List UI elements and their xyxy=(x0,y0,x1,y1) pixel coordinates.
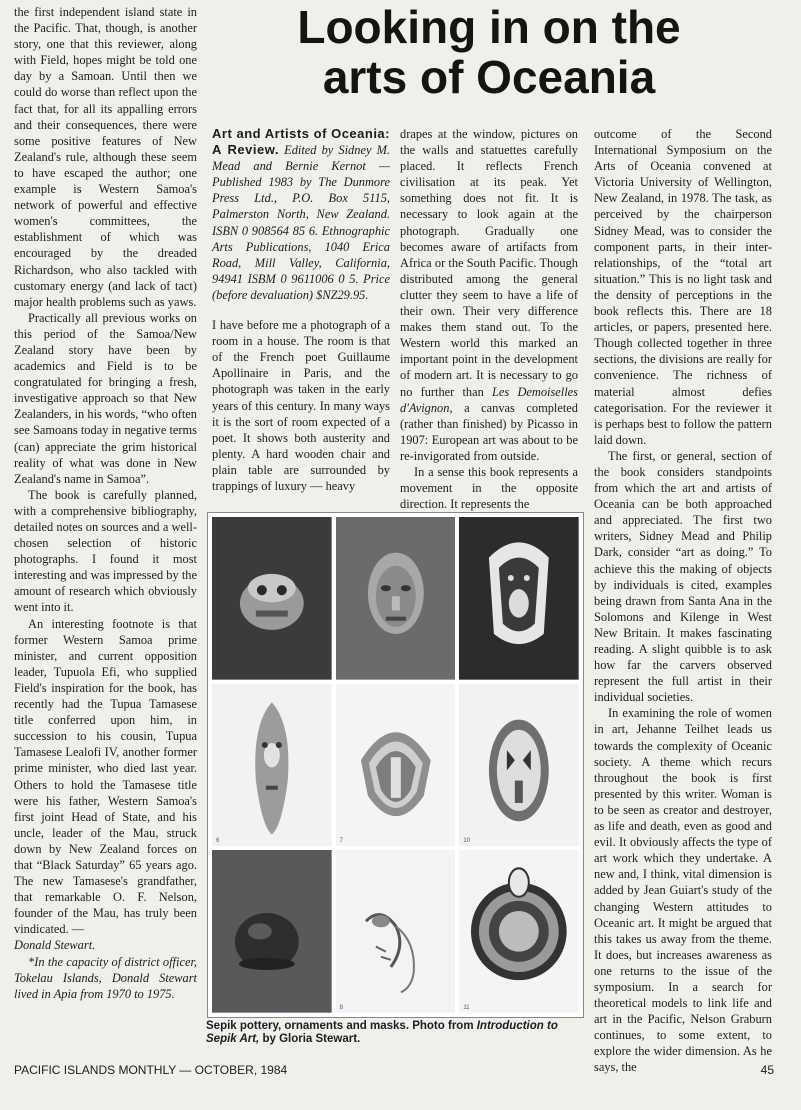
photo-carved-face-mask xyxy=(336,517,456,680)
plate-number: 11 xyxy=(463,1005,470,1011)
photo-painted-mask xyxy=(459,684,579,847)
headline-line-2: arts of Oceania xyxy=(322,51,656,103)
plate-number: 10 xyxy=(463,838,471,845)
photo-long-mask xyxy=(212,684,332,847)
photo-ridged-mask xyxy=(336,684,456,847)
col2-paragraph: I have before me a photograph of a room in a house. The room is that of the French poet Guillaume Apollinaire in Paris, and the photograph was taken in the early years of this century. In many ways it is the sort of room expected of a poet. It shows both austerity and plenty. A hard wooden chair and plain table are surrounded by trappings of luxury — heavy xyxy=(212,318,390,493)
review-details: Edited by Sidney M. Mead and Bernie Kernot — Published 1983 by The Dunmore Press Ltd., P.O. Box 5115, Palmerston North, New Zealand. ISBN 0 908564 85 6. Ethnographic Arts Publications, 1040 Erica Road, Mill Valley, California, 94941 ISBM 0 9611006 0 5. Price (before devaluation) $NZ29.95. xyxy=(212,143,390,302)
headline-line-1: Looking in on the xyxy=(297,1,681,53)
source-book-title: Introduction to Sepik Art, xyxy=(206,1020,558,1045)
photo-dark-pot xyxy=(212,850,332,1013)
author-note: *In the capacity of district officer, Tokelau Islands, Donald Stewart lived in Apia from 1970 to 1975. xyxy=(14,954,197,1001)
plate-number: 6 xyxy=(216,838,220,845)
headline xyxy=(214,2,764,102)
col4-paragraph: In examining the role of women in art, Jehanne Teilhet leads us towards the complexity of Oceanic society. A theme which recurs throughout the book is first presented by this writer. Woman is to be seen as creator and destroyer, as life and death, even as good and evil. It obviously affects the type of art work which they undertake. A new and, I think, vital dimension is added by Jean Guiart's study of the changing Western attitudes to Oceanic art. It might be argued that this takes us away from the theme. It does, but increases awareness as one returns to the issue of the symposium. In a search for theoretical models to link life and art in the Pacific, Nelson Graburn continues, to some extent, to explore the wider dimension. As he says, the xyxy=(594,706,772,1075)
sepik-art-photo-grid xyxy=(207,512,584,1018)
review-header xyxy=(212,126,390,303)
photo-shell-ornament xyxy=(459,517,579,680)
plate-number: 8 xyxy=(339,1005,343,1011)
column-1 xyxy=(14,4,197,1002)
col1-paragraph: An interesting footnote is that former Western Samoa prime minister, and current opposition leader, Tupuola Efi, who supplied Field's inspiration for the book, has recently had the Tupua Tamasese title conferred upon him, in succession to his cousin, Tupua Tamasese Lealofi IV, another former prime minister, who died last year. Others to hold the Tamasese title were his father, Western Samoa's first joint Head of State, and his uncle, leader of the Mau, struck down by New Zealand forces on that “Black Saturday” 65 years ago. The new Tamasese's grandfather, that remarkable O. F. Nelson, founder of the Mau, has truly been vindicated. — xyxy=(14,616,197,937)
review-title: Art and Artists of Oceania: A Review. xyxy=(212,126,390,158)
page-number: 45 xyxy=(760,1063,774,1077)
plate-number: 7 xyxy=(339,838,343,845)
figure-caption: Sepik pottery, ornaments and masks. Photo from Introduction to Sepik Art, by Gloria Stewart. xyxy=(206,1020,558,1045)
publication-name: PACIFIC ISLANDS MONTHLY — OCTOBER, 1984 xyxy=(14,1063,288,1077)
col1-paragraph: the first independent island state in the Pacific. That, though, is another story, one that this reviewer, along with Field, hopes might be told one day by a Samoan. Until then we could do worse than reflect upon the fact that, for all its appalling errors and their consequences, there were some positive features of New Zealand's rule, although these seem to have escaped the author; one example is Western Samoa's network of powerful and effective women's committees, the establishment of which was encouraged by the dreaded Richardson, who also tackled with customary energy (and lack of tact) major health problems such as yaws. xyxy=(14,5,197,309)
col4-paragraph: The first, or general, section of the book considers standpoints from which the art and artists of Oceania can be both approached and appreciated. The first two writers, Sidney Mead and Philip Dark, consider “art as doing.” To achieve this the making of objects by individuals is cited, examples being drawn from Santa Ana in the Solomons and Kilenge in West New Britain. It makes fascinating reading. A slight quibble is to ask how far the carvers observed represent the full artist in their individual societies. xyxy=(594,448,772,705)
column-2 xyxy=(212,126,390,494)
author-signature: Donald Stewart. xyxy=(14,938,96,953)
col3-paragraph: drapes at the window, pictures on the walls and statuettes carefully placed. It reflects French civilisation at its peak. Yet something does not fit. It is necessary to look again at the photograph. Gradually one becomes aware of artifacts from Africa or the South Pacific. Though distributed among the general clutter they seem to have a life of their own. Their very difference makes them stand out. To the Western world this marked an important point in the development of modern art. It is necessary to go no further than Les Demoiselles d'Avignon, a canvas completed (rather than finished) by Picasso in 1907: European art was about to be re-invigorated from outside. xyxy=(400,127,579,463)
column-3 xyxy=(400,126,578,512)
painting-title: Les Demoiselles d'Avignon xyxy=(400,384,579,415)
col3-paragraph: In a sense this book represents a movement in the opposite direction. It represents the xyxy=(400,464,578,512)
photo-round-shield-mask xyxy=(459,850,579,1013)
photo-clay-pot-face xyxy=(212,517,332,680)
col1-paragraph: The book is carefully planned, with a comprehensive bibliography, detailed notes on sources and a well-chosen selection of historic photographs. I found it most interesting and was impressed by the amount of research which obviously went into it. xyxy=(14,487,197,615)
column-4 xyxy=(594,126,772,1076)
photo-feather-ornament xyxy=(336,850,456,1013)
col1-paragraph: Practically all previous works on this period of the Samoa/New Zealand story have been by academics and Field is to be congratulated for bringing a fresh, investigative approach so that New Zealanders, in his words, “who often see Samoans today in negative terms (can) appreciate the grim historical reality of what was done in New Zealand's name in Samoa”. xyxy=(14,310,197,486)
col4-paragraph: outcome of the Second International Symposium on the Arts of Oceania convened at Victoria University of Wellington, New Zealand, in 1978. The task, as perceived by the chairperson Sidney Mead, was to consider the component parts, in their inter-relationships, of the “total art situation.” This is no light task and the density of perceptions in the book reflects this. There are 18 articles, or papers, presented here. Though collected together in three sections, the divisions are really for convenience. The richness of material almost defies categorisation. For the reviewer it is perhaps best to follow the pattern laid down. xyxy=(594,127,772,447)
